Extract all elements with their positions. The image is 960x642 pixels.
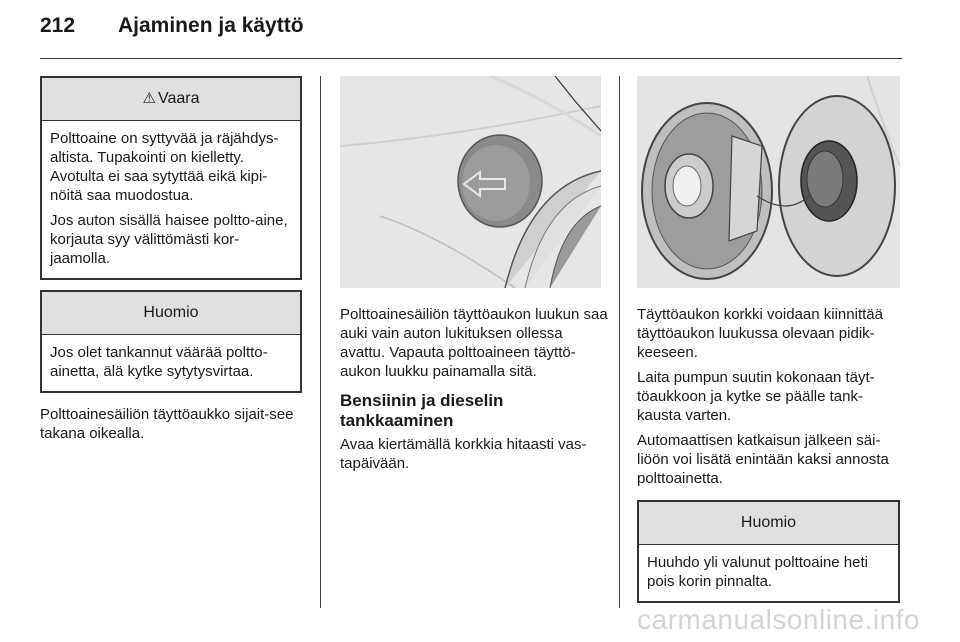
body-text: Täyttöaukon korkki voidaan kiinnittää täyttöaukon luukussa olevaan pidik-keeseen. [637, 306, 883, 361]
warning-triangle-icon: ⚠ [142, 90, 156, 107]
note-body [639, 545, 898, 601]
warning-title: Vaara [157, 90, 200, 107]
note-text: Jos olet tankannut väärää poltto-ainetta, älä kytke sytytysvirtaa. [50, 344, 268, 380]
section-title: Ajaminen ja käyttö [118, 14, 304, 37]
column-2 [340, 305, 608, 479]
note-box [40, 290, 302, 393]
note-box [637, 500, 900, 603]
subheading: Bensiinin ja dieselin tankkaaminen [340, 391, 504, 430]
body-text: Automaattisen katkaisun jälkeen säi-liöön voi lisätä enintään kaksi annosta polttoainetta. [637, 432, 889, 487]
note-text: Huuhdo yli valunut polttoaine heti pois korin pinnalta. [647, 554, 868, 590]
column-3 [637, 305, 905, 603]
fuel-door-image [340, 76, 601, 288]
warning-paragraph: Polttoaine on syttyvää ja räjähdys-altista. Tupakointi on kielletty. Avotulta ei saa sytyttää eikä kipi-nöitä saa muodostua. [50, 130, 279, 204]
warning-box [40, 76, 302, 280]
watermark: carmanualsonline.info [637, 604, 920, 635]
note-header: Huomio [639, 502, 898, 545]
warning-body [42, 121, 300, 278]
warning-paragraph: Jos auton sisällä haisee poltto-aine, korjauta syy välittömästi kor-jaamolla. [50, 212, 288, 267]
page-header [40, 14, 304, 38]
column-divider [320, 76, 321, 608]
note-header: Huomio [42, 292, 300, 335]
body-text: Laita pumpun suutin kokonaan täyt-töaukkoon ja kytke se päälle tank-kausta varten. [637, 369, 875, 424]
body-text: Polttoainesäiliön täyttöaukko sijait-see takana oikealla. [40, 406, 294, 442]
warning-header [42, 78, 300, 121]
note-body [42, 335, 300, 391]
body-text: Avaa kiertämällä korkkia hitaasti vas-tapäivään. [340, 436, 587, 472]
fuel-cap-image [637, 76, 900, 288]
body-text: Polttoainesäiliön täyttöaukon luukun saa auki vain auton lukituksen ollessa avattu. Vapauta polttoaineen täyttö-aukon luukku painamalla sitä. [340, 306, 608, 380]
page-number: 212 [40, 14, 76, 37]
fuel-cap-illustration [637, 76, 900, 288]
column-divider [619, 76, 620, 608]
header-rule [40, 58, 902, 59]
fuel-door-illustration [340, 76, 601, 288]
column-1 [40, 76, 302, 449]
